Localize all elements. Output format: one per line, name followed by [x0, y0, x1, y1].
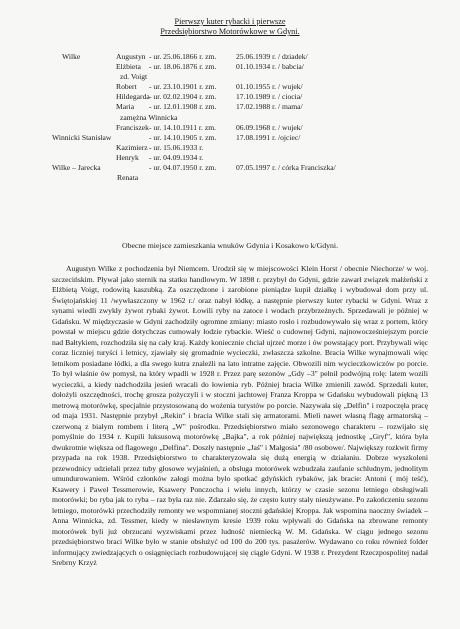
register-note: Renata	[117, 173, 139, 183]
register-born: - ur. 15.06.1933 r.	[149, 142, 204, 152]
register-died: 17.10.1989 r. / ciocia/	[236, 92, 303, 102]
register-born: - ur. 14.10.1905 r. zm.	[149, 132, 217, 142]
register-born: - ur. 02.02.1904 r. zm.	[149, 92, 217, 102]
register-row	[0, 102, 460, 112]
register-born: - ur. 12.01.1908 r. zm.	[149, 102, 217, 112]
register-born: - ur. 04.09.1934 r.	[149, 152, 204, 162]
register-name: Maria	[116, 102, 135, 112]
register-born: - ur. 23.10.1901 r. zm.	[149, 82, 217, 92]
register-died: 17.08.1991 r. /ojciec/	[236, 132, 301, 142]
register-died: 17.02.1988 r. / mama/	[236, 102, 303, 112]
register-born: - ur. 04.07.1950 r. zm.	[149, 163, 217, 173]
title-line-1: Pierwszy kuter rybacki i pierwsze	[174, 17, 286, 26]
register-died: 01.10.1934 r. / babcia/	[236, 62, 304, 72]
register-name: Elżbieta	[116, 62, 141, 72]
family-register	[0, 52, 460, 183]
register-family: Wilke	[62, 52, 81, 61]
register-born: - ur. 14.10.1911 r. zm.	[149, 122, 217, 132]
register-row	[0, 62, 460, 72]
register-died: 25.06.1939 r. / dziadek/	[236, 52, 308, 61]
register-family: Winnicki Stanisław	[52, 132, 112, 142]
register-died: 06.09.1968 r. / wujek/	[236, 122, 303, 132]
register-died: 01.10.1955 r. / wujek/	[236, 82, 303, 92]
title-line-2: Przedsiębiorstwo Motorówkowe w Gdyni.	[160, 27, 300, 36]
register-row	[0, 133, 460, 143]
register-name: Hildegarda	[116, 92, 150, 102]
register-row	[0, 82, 460, 92]
register-note: zamężna Winnicka	[120, 112, 178, 122]
register-died: 07.05.1997 r. / córka Franciszka/	[236, 163, 336, 173]
register-name: Robert	[116, 82, 137, 92]
bleed-through-text	[330, 44, 332, 52]
register-name: Henryk	[116, 152, 139, 162]
register-row	[0, 123, 460, 133]
residence-line: Obecne miejsce zamieszkania wnuków Gdynia i Kosakowo k/Gdyni.	[121, 241, 339, 250]
body-text: Augustyn Wilke z pochodzenia był Niemcem. Urodził się w miejscowości Klein Horst / obecnie Niechorze/ w woj. szczecińskim. Pływał jako sternik na statku handlowym. W 1898 r. przybył do Gdyni, gdzie zawarł związek małżeński z Elżbietą Voigt, rodowitą kaszubką. Za oszczędzone i zarobione pieniądze kupił działkę i wybudował dom przy ul. Świętojańskiej 11 /wywłaszczony w 1962 r./ oraz nabył łódkę, a następnie pierwszy kuter rybacki w Gdyni. Wraz z synami wiedli zwykły żywot rybaki żywot. Łowili ryby na zatoce i wodach przybrzeżnych. Sprzedawali je później w Gdańsku. W międzyczasie w Gdyni zachodziły ogromne zmiany: miasto rosło i rozbudowywało się wraz z portem, który powstał w miejscu gdzie dotychczas cumowały łodzie rybackie. Wieść o cudownej Gdyni, najnowocześniejszym porcie nad Bałtykiem, rozchodziła się na cały kraj. Każdy koniecznie chciał ujrzeć morze i ów powstający port. Przybywali więc coraz liczniej turyści i letnicy, zjawiały się gromadnie wycieczki, zwłaszcza szkolne. Bracia Wilke wynajmowali więc letnikom posiadane łódki, a dla swego kutra znaleźli na lato intratne zajęcie. Obwozili nim wycieczkowiczów po porcie. To był właśnie ów pomysł, na który wpadli w 1928 r. Przez parę sezonów „Gdy –3" pełnił podwójną rolę: latem wozili wycieczki, a kiedy nadchodziła jesień wracali do łowienia ryb. Później bracia Wilke zmienili zawód. Sprzedali kuter, dołożyli oszczędności, trochę grosza pożyczyli i w stoczni jachtowej Franza Kroppa w Gdańsku wybudowali piękną 13 metrową motorówkę, specjalnie przystosowaną do wożenia turystów po porcie. Nazywała się „Delfin" i rozpoczęła pracę od maja 1931. Następnie przybył „Rekin" i bracia Wilke stali się armatorami. Mieli nawet własną flagę armatorską – czerwoną z białym rombem i literą „W" pośrodku. Przedsiębiorstwo miało sezonowego charakteru – rozwijało się pomyślnie do 1934 r. Kupili luksusową motorówkę „Bajka", a rok później największą jednostkę „Gryf", która była dwukrotnie większa od flagowego „Delfina". Doszły następnie „Jaś" i Małgosia" /80 osobowe/. Największy rozkwit firmy przypada na rok 1938. Przedsiębiorstwo to charakteryzowała się dużą energią w działaniu. Dobrze wyszkoleni przewodnicy udzielali przez tuby głosowe wyjaśnień, a obsługa motorówek wzbudzała zaufanie schludnym, jednolitym umundurowaniem. Wśród członków załogi można było spotkać gdyńskich rybaków, jak bracie: Antoni ( mój teść), Ksawery i Paweł Tessmerowie, Ksawery Ponczocha i wielu innych, którzy w czasie sezonu letniego obsługiwali motorówki; bo ryba jak to ryba – raz była raz nie. Zdarzało się, że często kutry stały nieużywane. Po zakończeniu sezonu letniego, motorówki przechodziły remonty we wspomnianej stoczni gdańskiej Kroppa. Jak wspomina naoczny świadek – Anna Winnicka, zd. Tessmer, kiedy w niesławnym kresie 1939 roku wpływali do Gdańska na zbrowane remonty motorówek byli już obrzucani wyzwiskami przez ludność niemiecką W. M. Gdańska. W ciągu jednego sezonu przedsiębiorstwo braci Wilke było w stanie obsłużyć od 100 do 200 tys. pasażerów. Wydawano co roku również folder informujący zwiedzających o osiągnięciach rozbudowującej się ciągle Gdyni. W 1938 r. Prezydent Rzeczpospolitej nadał Srebrny Krzyż	[52, 264, 428, 567]
register-row	[0, 92, 460, 102]
register-born: - ur. 25.06.1866 r. zm.	[149, 52, 217, 61]
register-row	[0, 163, 460, 173]
register-row	[0, 173, 460, 183]
register-name: Franciszek	[116, 122, 149, 132]
register-name: Augustyn	[116, 52, 146, 61]
register-born: - ur. 18.06.1876 r. zm.	[149, 62, 217, 72]
register-row	[0, 72, 460, 82]
register-family: Wilke – Jarecka	[52, 163, 101, 173]
register-row	[0, 143, 460, 153]
register-row	[0, 52, 460, 62]
register-row	[0, 153, 460, 163]
register-name: Kazimierz	[116, 142, 148, 152]
register-row	[0, 113, 460, 123]
register-note: zd. Voigt	[120, 72, 148, 82]
